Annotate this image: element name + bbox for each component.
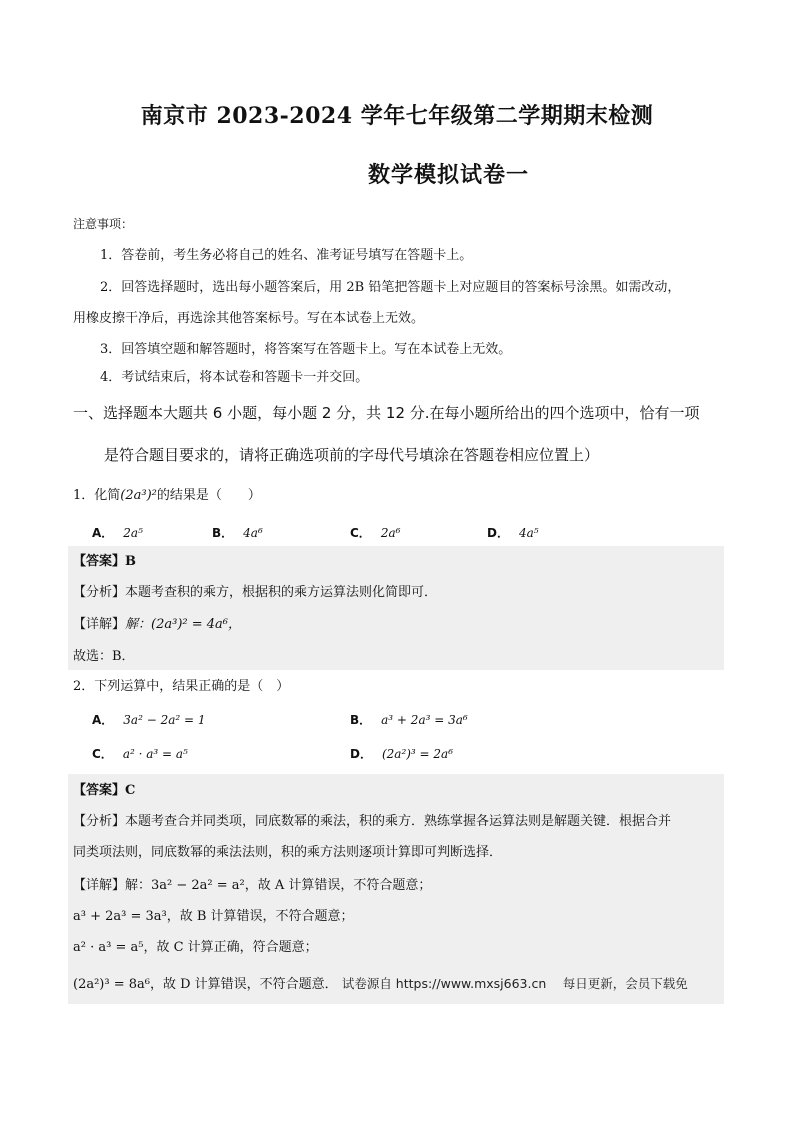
q1-option-b: B． 4a⁶	[212, 526, 263, 540]
q2-answer: 【答案】C	[73, 783, 136, 798]
q1-answer-box	[68, 546, 724, 670]
notes-heading: 注意事项：	[73, 217, 134, 231]
note-item: 1．答卷前，考生务必将自己的姓名、准考证号填写在答题卡上。	[100, 248, 473, 263]
q2-option-a: A． 3a² − 2a² = 1	[92, 713, 206, 727]
source-watermark: 试卷源自 https://www.mxsj663.cn 每日更新，会员下载免	[341, 976, 688, 991]
note-item: 3．回答填空题和解答题时，将答案写在答题卡上。写在本试卷上无效。	[100, 342, 512, 357]
q2-detail: 【详解】解：3a² − 2a² = a²，故 A 计算错误，不符合题意；	[73, 878, 432, 893]
q2-option-d: D． (2a²)³ = 2a⁶	[350, 747, 454, 761]
note-item: 4．考试结束后，将本试卷和答题卡一并交回。	[100, 370, 369, 385]
q1-conclusion: 故选：B．	[73, 649, 135, 664]
q1-answer: 【答案】B	[73, 554, 136, 569]
q1-option-c: C． 2a⁶	[350, 526, 401, 540]
note-item: 用橡皮擦干净后，再选涂其他答案标号。写在本试卷上无效。	[73, 311, 425, 326]
question-1-stem: 1．化简(2a³)²的结果是（ ）	[73, 488, 261, 503]
note-item: 2．回答选择题时，选出每小题答案后，用 2B 铅笔把答题卡上对应题目的答案标号涂黑。如需改动，	[100, 280, 681, 295]
exam-subtitle: 数学模拟试卷一	[368, 162, 530, 188]
question-2-stem: 2．下列运算中，结果正确的是（ ）	[73, 679, 290, 694]
q2-option-c: C． a² · a³ = a⁵	[92, 747, 188, 761]
section-heading: 一、选择题本大题共 6 小题，每小题 2 分，共 12 分.在每小题所给出的四个选项中，恰有一项	[73, 404, 700, 422]
q1-analysis: 【分析】本题考查积的乘方，根据积的乘方运算法则化简即可．	[73, 585, 438, 600]
q2-analysis-cont: 同类项法则，同底数幂的乘法法则，积的乘方法则逐项计算即可判断选择．	[73, 845, 503, 860]
q2-detail-d: (2a²)³ = 8a⁶，故 D 计算错误，不符合题意． 试卷源自 https://www.mxsj663.cn 每日更新，会员下载免	[73, 976, 688, 992]
exam-title: 南京市 2023-2024 学年七年级第二学期期末检测	[140, 103, 654, 129]
q2-analysis: 【分析】本题考查合并同类项，同底数幂的乘法，积的乘方．熟练掌握各运算法则是解题关键．根据合并	[73, 814, 672, 829]
q1-option-d: D． 4a⁵	[487, 526, 539, 540]
section-heading-cont: 是符合题目要求的，请将正确选项前的字母代号填涂在答题卷相应位置上）	[104, 446, 600, 464]
q2-detail-c: a² · a³ = a⁵，故 C 计算正确，符合题意；	[73, 940, 318, 955]
q2-option-b: B． a³ + 2a³ = 3a⁶	[350, 713, 468, 727]
q1-detail: 【详解】解：(2a³)² = 4a⁶，	[73, 617, 241, 632]
q1-option-a: A． 2a⁵	[92, 526, 143, 540]
q2-detail-b: a³ + 2a³ = 3a³，故 B 计算错误，不符合题意；	[73, 909, 354, 924]
